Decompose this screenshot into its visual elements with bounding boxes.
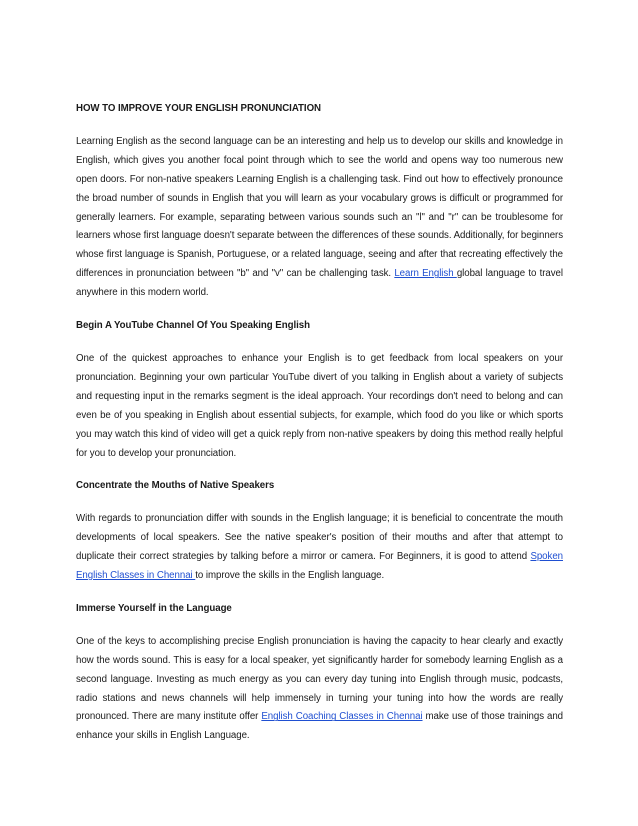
section-heading-mouths: Concentrate the Mouths of Native Speakers <box>76 480 275 492</box>
section-paragraph-mouths <box>76 510 563 586</box>
mouths-text-before-link: With regards to pronunciation differ with sounds in the English language; it is beneficial to concentrate the mouth developments of local speakers. See the native speaker's position of their mouths and after that attempt to duplicate their correct strategies by talking before a mirror or camera. For Beginners, it is good to attend <box>76 513 563 563</box>
document-page <box>76 100 563 760</box>
english-coaching-classes-link[interactable]: English Coaching Classes in Chennai <box>261 711 423 723</box>
section-heading-immerse: Immerse Yourself in the Language <box>76 602 232 614</box>
immerse-text-before-link: One of the keys to accomplishing precise English pronunciation is having the capacity to hear clearly and exactly how the words sound. This is easy for a local speaker, yet significantly harder for somebody learning English as a second language. Investing as much energy as you can every day tuning into English through music, podcasts, radio stations and news channels will help immensely in turning your tuning into how the words are really pronounced. There are many institute offer <box>76 635 563 723</box>
learn-english-link[interactable]: Learn English <box>394 268 457 280</box>
intro-text-before-link: Learning English as the second language can be an interesting and help us to develop our skills and knowledge in English, which gives you another focal point through which to see the world and opens way too numerous new open doors. For non-native speakers Learning English is a challenging task. Find out how to effectively pronounce the broad number of sounds in English that you will learn as your vocabulary grows is difficult or programmed for generally learners. For example, separating between various sounds such an "l" and "r" can be troublesome for learners whose first language doesn't separate between the differences of these sounds. Additionally, for beginners whose first language is Spanish, Portuguese, or a related language, seeing and after that recreating effectively the differences in pronunciation between "b" and "v" can be challenging task. <box>76 135 563 280</box>
section-paragraph-youtube: One of the quickest approaches to enhance your English is to get feedback from local speakers on your pronunciation. Beginning your own particular YouTube divert of you talking in English about a variety of subjects and requesting input in the remarks segment is the ideal approach. Your recordings don't need to belong and can even be of you speaking in English about essential subjects, for example, which food do you like or which sports you may watch this kind of video will get a quick reply from non-native speakers by doing this method really helpful for you to develop your pronunciation. <box>76 352 563 459</box>
page-title: HOW TO IMPROVE YOUR ENGLISH PRONUNCIATION <box>76 103 321 114</box>
spoken-english-classes-link[interactable]: Spoken English Classes in Chennai <box>76 551 563 582</box>
section-heading-youtube: Begin A YouTube Channel Of You Speaking English <box>76 320 310 332</box>
intro-text-after-link: global language to travel anywhere in this modern world. <box>76 268 563 299</box>
intro-paragraph <box>76 133 563 303</box>
section-paragraph-immerse <box>76 633 563 746</box>
mouths-text-after-link: to improve the skills in the English language. <box>195 570 385 582</box>
immerse-text-after-link: make use of those trainings and enhance your skills in English Language. <box>76 711 564 742</box>
